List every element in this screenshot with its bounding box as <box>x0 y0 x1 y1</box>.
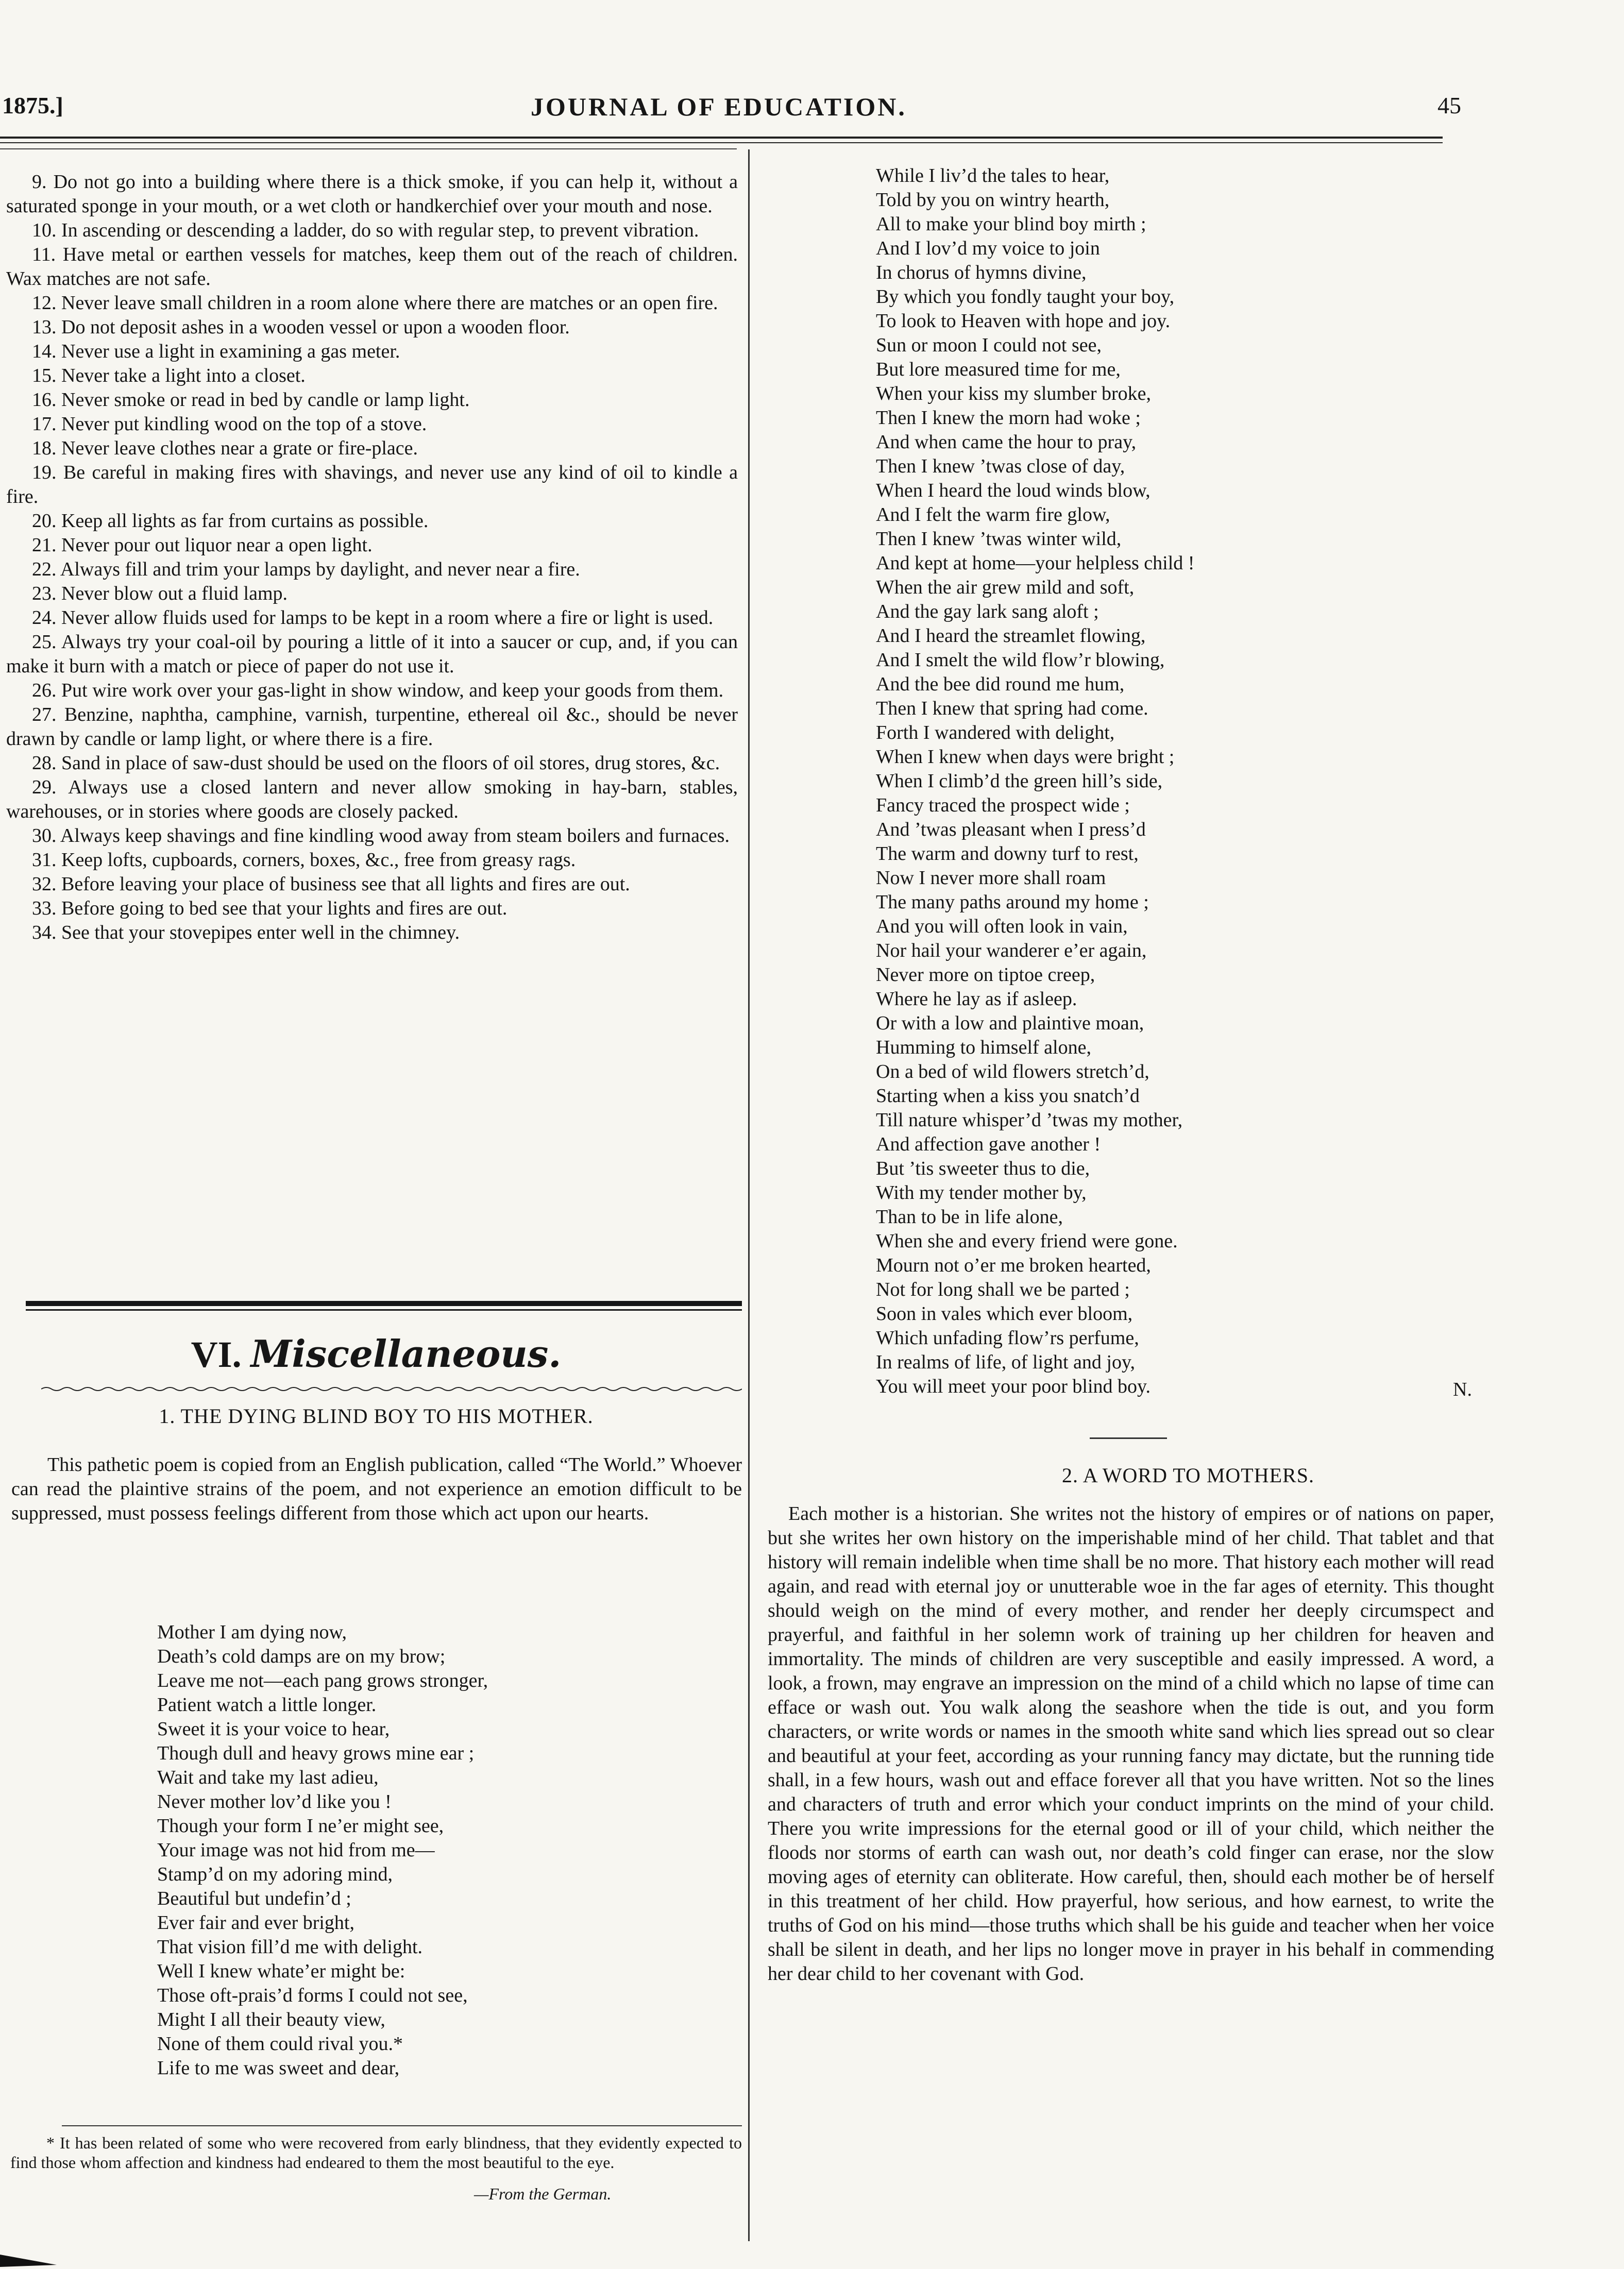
poem-line: And I smelt the wild flow’r blowing, <box>876 649 1165 671</box>
rule-item: 16. Never smoke or read in bed by candle or lamp light. <box>32 389 470 411</box>
poem-line: Which unfading flow’rs perfume, <box>876 1327 1139 1349</box>
poem-line: Till nature whisper’d ’twas my mother, <box>876 1109 1183 1131</box>
poem-line: Your image was not hid from me— <box>157 1839 435 1861</box>
poem-line: And I lov’d my voice to join <box>876 238 1100 259</box>
section-rule <box>26 1301 742 1306</box>
poem-line: Might I all their beauty view, <box>157 2009 385 2030</box>
poem-line: Though your form I ne’er might see, <box>157 1815 444 1837</box>
poem-line: And the bee did round me hum, <box>876 673 1125 695</box>
poem-line: On a bed of wild flowers stretch’d, <box>876 1061 1149 1082</box>
header-year: 1875.] <box>2 92 63 118</box>
rule-item: 22. Always fill and trim your lamps by daylight, and never near a fire. <box>32 558 580 580</box>
footnote-rule <box>62 2125 742 2126</box>
poem-line: When your kiss my slumber broke, <box>876 383 1152 404</box>
section-rule-thin <box>26 1309 742 1311</box>
poem-line: Never mother lov’d like you ! <box>157 1791 392 1813</box>
rule-item: 10. In ascending or descending a ladder, do so with regular step, to prevent vibration. <box>32 219 699 241</box>
rule-item: 26. Put wire work over your gas-light in show window, and keep your goods from them. <box>32 680 724 701</box>
poem-line: All to make your blind boy mirth ; <box>876 213 1146 235</box>
poem-line: Ever fair and ever bright, <box>157 1912 354 1934</box>
poem-line: Then I knew ’twas winter wild, <box>876 528 1122 550</box>
poem-line: Than to be in life alone, <box>876 1206 1063 1228</box>
poem-signature: N. <box>1453 1379 1472 1400</box>
poem-line: When she and every friend were gone. <box>876 1230 1178 1252</box>
footnote <box>10 2133 742 2172</box>
poem-line: Soon in vales which ever bloom, <box>876 1303 1133 1325</box>
header-rule-thin <box>0 142 1443 143</box>
section-title: Miscellaneous. <box>250 1332 562 1376</box>
footnote-source: —From the German. <box>474 2185 612 2203</box>
poem-line: When the air grew mild and soft, <box>876 577 1135 598</box>
poem-intro <box>11 1453 742 1526</box>
poem-line: Never more on tiptoe creep, <box>876 964 1095 986</box>
page-corner-mark <box>0 2253 62 2267</box>
poem-line: The many paths around my home ; <box>876 891 1149 913</box>
poem-line: Told by you on wintry hearth, <box>876 189 1110 211</box>
fire-rules-list <box>6 170 738 945</box>
poem-intro-text: This pathetic poem is copied from an English publication, called “The World.” Whoever can read the plaintive strains of the poem, and not experience an emotion difficult to be suppressed, must possess feelings different from those which act upon our hearts. <box>11 1454 742 1524</box>
poem-line: But lore measured time for me, <box>876 359 1121 380</box>
poem-line: Sweet it is your voice to hear, <box>157 1718 390 1740</box>
poem-line: Life to me was sweet and dear, <box>157 2057 400 2079</box>
section-numeral: VI. <box>191 1334 242 1375</box>
poem-line: Then I knew that spring had come. <box>876 698 1148 719</box>
rule-item: 19. Be careful in making fires with shavings, and never use any kind of oil to kindle a fire. <box>6 462 738 507</box>
poem-line: Death’s cold damps are on my brow; <box>157 1646 446 1667</box>
poem-line: By which you fondly taught your boy, <box>876 286 1175 308</box>
rule-item: 31. Keep lofts, cupboards, corners, boxes, &c., free from greasy rags. <box>32 849 576 871</box>
poem-line: Mourn not o’er me broken hearted, <box>876 1255 1151 1276</box>
poem-line: Or with a low and plaintive moan, <box>876 1012 1144 1034</box>
poem-line: Those oft-prais’d forms I could not see, <box>157 1985 468 2006</box>
poem-line: And kept at home—your helpless child ! <box>876 552 1195 574</box>
poem-line: Beautiful but undefin’d ; <box>157 1888 351 1909</box>
poem-line: And when came the hour to pray, <box>876 431 1137 453</box>
poem-line: Sun or moon I could not see, <box>876 334 1102 356</box>
rule-item: 33. Before going to bed see that your lights and fires are out. <box>32 898 508 919</box>
rule-item: 28. Sand in place of saw-dust should be used on the floors of oil stores, drug stores, &c. <box>32 752 720 774</box>
rule-item: 12. Never leave small children in a room alone where there are matches or an open fire. <box>32 292 718 314</box>
poem-line: The warm and downy turf to rest, <box>876 843 1139 865</box>
poem-line: You will meet your poor blind boy. <box>876 1376 1151 1397</box>
wavy-rule <box>41 1386 742 1392</box>
header-title: JOURNAL OF EDUCATION. <box>531 92 907 121</box>
poem-line: Well I knew whate’er might be: <box>157 1960 405 1982</box>
poem-line: Though dull and heavy grows mine ear ; <box>157 1742 475 1764</box>
poem-line: That vision fill’d me with delight. <box>157 1936 423 1958</box>
poem-line: Stamp’d on my adoring mind, <box>157 1864 393 1885</box>
poem-line: With my tender mother by, <box>876 1182 1087 1204</box>
poem-line: When I climb’d the green hill’s side, <box>876 770 1163 792</box>
rule-item: 23. Never blow out a fluid lamp. <box>32 583 288 604</box>
poem-line: Humming to himself alone, <box>876 1037 1091 1058</box>
article-separator <box>1090 1437 1167 1439</box>
column-divider <box>748 149 750 2241</box>
poem-stanza-left <box>157 1620 724 2080</box>
rule-item: 15. Never take a light into a closet. <box>32 365 306 386</box>
poem-line: Forth I wandered with delight, <box>876 722 1115 743</box>
poem-line: In chorus of hymns divine, <box>876 262 1087 283</box>
header-rule-left <box>0 148 737 149</box>
article-text: Each mother is a historian. She writes not the history of empires or of nations on paper, but she writes her own history on the imperishable mind of her child. That tablet and that history will remain indelible when time shall be no more. That history each mother will read again, and read with eternal joy or unutterable woe in the far ages of eternity. This thought should weigh on the mind of every mother, and render her deeply circumspect and prayerful, and faithful in her solemn work of training up her children for heaven and immortality. The minds of children are very susceptible and easily impressed. A word, a look, a frown, may engrave an impression on the mind of a child which no lapse of time can efface or wash out. You walk along the seashore when the tide is out, and you form characters, or write words or names in the smooth white sand which lies spread out so clear and beautiful at your feet, according as your running fancy may dictate, but the running tide shall, in a few hours, wash out and efface forever all that you have written. Not so the lines and characters of truth and error which your conduct imprints on the mind of your child. There you write impressions for the eternal good or ill of your child, which neither the floods nor storms of earth can wash out, nor death’s cold finger can erase, nor the slow moving ages of eternity can obliterate. How careful, then, should each mother be of herself in this treatment of her child. How prayerful, how serious, and how earnest, to write the truths of God on his mind—those truths which shall be his guide and teacher when her voice shall be silent in death, and her lips no longer move in prayer in his behalf in commending her dear child to her covenant with God. <box>768 1503 1494 1985</box>
poem-title: 1. THE DYING BLIND BOY TO HIS MOTHER. <box>159 1404 594 1428</box>
poem-line: And I felt the warm fire glow, <box>876 504 1110 526</box>
poem-line: Leave me not—each pang grows stronger, <box>157 1670 488 1691</box>
poem-line: When I knew when days were bright ; <box>876 746 1175 768</box>
poem-line: And affection gave another ! <box>876 1133 1101 1155</box>
rule-item: 9. Do not go into a building where there is a thick smoke, if you can help it, without a saturated sponge in your mouth, or a wet cloth or handkerchief over your mouth and nose. <box>6 171 738 217</box>
page-header <box>0 92 1624 138</box>
poem-line: While I liv’d the tales to hear, <box>876 165 1110 187</box>
rule-item: 27. Benzine, naphtha, camphine, varnish, turpentine, ethereal oil &c., should be never drawn by candle or lamp light, or where there is a fire. <box>6 704 738 750</box>
rule-item: 34. See that your stovepipes enter well in the chimney. <box>32 922 460 943</box>
poem-line: When I heard the loud winds blow, <box>876 480 1151 501</box>
poem-line: And ’twas pleasant when I press’d <box>876 819 1146 840</box>
rule-item: 14. Never use a light in examining a gas meter. <box>32 341 400 362</box>
article-title: 2. A WORD TO MOTHERS. <box>1062 1464 1314 1487</box>
poem-stanza-right <box>876 164 1546 1399</box>
rule-item: 20. Keep all lights as far from curtains as possible. <box>32 510 429 532</box>
rule-item: 30. Always keep shavings and fine kindling wood away from steam boilers and furnaces. <box>32 825 730 846</box>
poem-line: None of them could rival you.* <box>157 2033 403 2055</box>
poem-line: Nor hail your wanderer e’er again, <box>876 940 1147 961</box>
rule-item: 21. Never pour out liquor near a open light. <box>32 534 373 556</box>
poem-line: In realms of life, of light and joy, <box>876 1351 1136 1373</box>
poem-line: Patient watch a little longer. <box>157 1694 377 1716</box>
rule-item: 25. Always try your coal-oil by pouring a little of it into a saucer or cup, and, if you can make it burn with a match or piece of paper do not use it. <box>6 631 738 677</box>
footnote-text: * It has been related of some who were recovered from early blindness, that they evidently expected to find those whom affection and kindness had endeared to them the most beautiful to the eye. <box>10 2133 742 2172</box>
poem-line: And you will often look in vain, <box>876 916 1128 937</box>
poem-line: To look to Heaven with hope and joy. <box>876 310 1171 332</box>
header-page-number: 45 <box>1437 92 1461 118</box>
article-body <box>768 1502 1494 1986</box>
poem-line: And I heard the streamlet flowing, <box>876 625 1146 647</box>
rule-item: 11. Have metal or earthen vessels for matches, keep them out of the reach of children. Wax matches are not safe. <box>6 244 738 290</box>
poem-line: But ’tis sweeter thus to die, <box>876 1158 1090 1179</box>
rule-item: 18. Never leave clothes near a grate or fire-place. <box>32 437 418 459</box>
poem-line: And the gay lark sang aloft ; <box>876 601 1099 622</box>
poem-line: Now I never more shall roam <box>876 867 1106 889</box>
poem-line: Where he lay as if asleep. <box>876 988 1077 1010</box>
poem-line: Not for long shall we be parted ; <box>876 1279 1130 1300</box>
rule-item: 24. Never allow fluids used for lamps to be kept in a room where a fire or light is used. <box>32 607 714 629</box>
section-heading <box>0 1332 752 1376</box>
poem-line: Fancy traced the prospect wide ; <box>876 794 1130 816</box>
header-rule <box>0 137 1443 139</box>
rule-item: 32. Before leaving your place of business see that all lights and fires are out. <box>32 873 630 895</box>
poem-line: Wait and take my last adieu, <box>157 1767 379 1788</box>
poem-line: Starting when a kiss you snatch’d <box>876 1085 1140 1107</box>
poem-line: Then I knew the morn had woke ; <box>876 407 1141 429</box>
rule-item: 17. Never put kindling wood on the top of a stove. <box>32 413 427 435</box>
poem-line: Then I knew ’twas close of day, <box>876 455 1125 477</box>
poem-line: Mother I am dying now, <box>157 1621 347 1643</box>
rule-item: 29. Always use a closed lantern and never allow smoking in hay-barn, stables, warehouses, or in stories where goods are closely packed. <box>6 776 738 822</box>
rule-item: 13. Do not deposit ashes in a wooden vessel or upon a wooden floor. <box>32 316 570 338</box>
